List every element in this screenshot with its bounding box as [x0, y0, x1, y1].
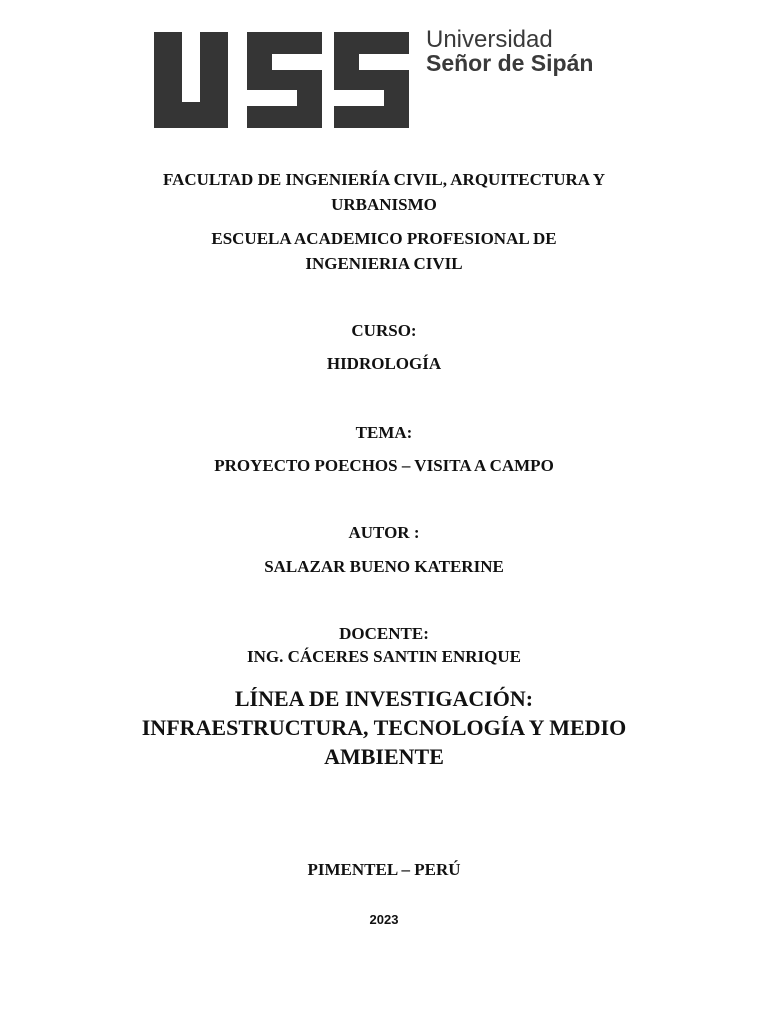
- school-line-1: ESCUELA ACADEMICO PROFESIONAL DE: [211, 229, 557, 248]
- topic-value: PROYECTO POECHOS – VISITA A CAMPO: [214, 456, 554, 475]
- logo-university-word: Universidad: [426, 26, 553, 53]
- research-line-3: AMBIENTE: [324, 744, 444, 769]
- course-value: HIDROLOGÍA: [326, 354, 442, 373]
- author-label: AUTOR :: [348, 523, 420, 542]
- uss-logo-mark: [154, 30, 414, 130]
- place: PIMENTEL – PERÚ: [307, 860, 461, 879]
- topic-label: TEMA:: [355, 423, 413, 442]
- faculty-line-2: URBANISMO: [331, 195, 437, 214]
- year: 2023: [369, 912, 399, 927]
- research-line-1: LÍNEA DE INVESTIGACIÓN:: [234, 686, 534, 711]
- course-label: CURSO:: [351, 321, 417, 340]
- university-logo: [154, 26, 614, 130]
- school-line-2: INGENIERIA CIVIL: [305, 254, 463, 273]
- faculty-line-1: FACULTAD DE INGENIERÍA CIVIL, ARQUITECTURA Y: [162, 170, 606, 189]
- author-value: SALAZAR BUENO KATERINE: [264, 557, 504, 576]
- research-line-2: INFRAESTRUCTURA, TECNOLOGÍA Y MEDIO: [141, 715, 627, 740]
- teacher-label: DOCENTE:: [339, 624, 429, 643]
- logo-university-name: Señor de Sipán: [426, 50, 594, 76]
- teacher-value: ING. CÁCERES SANTIN ENRIQUE: [247, 647, 521, 666]
